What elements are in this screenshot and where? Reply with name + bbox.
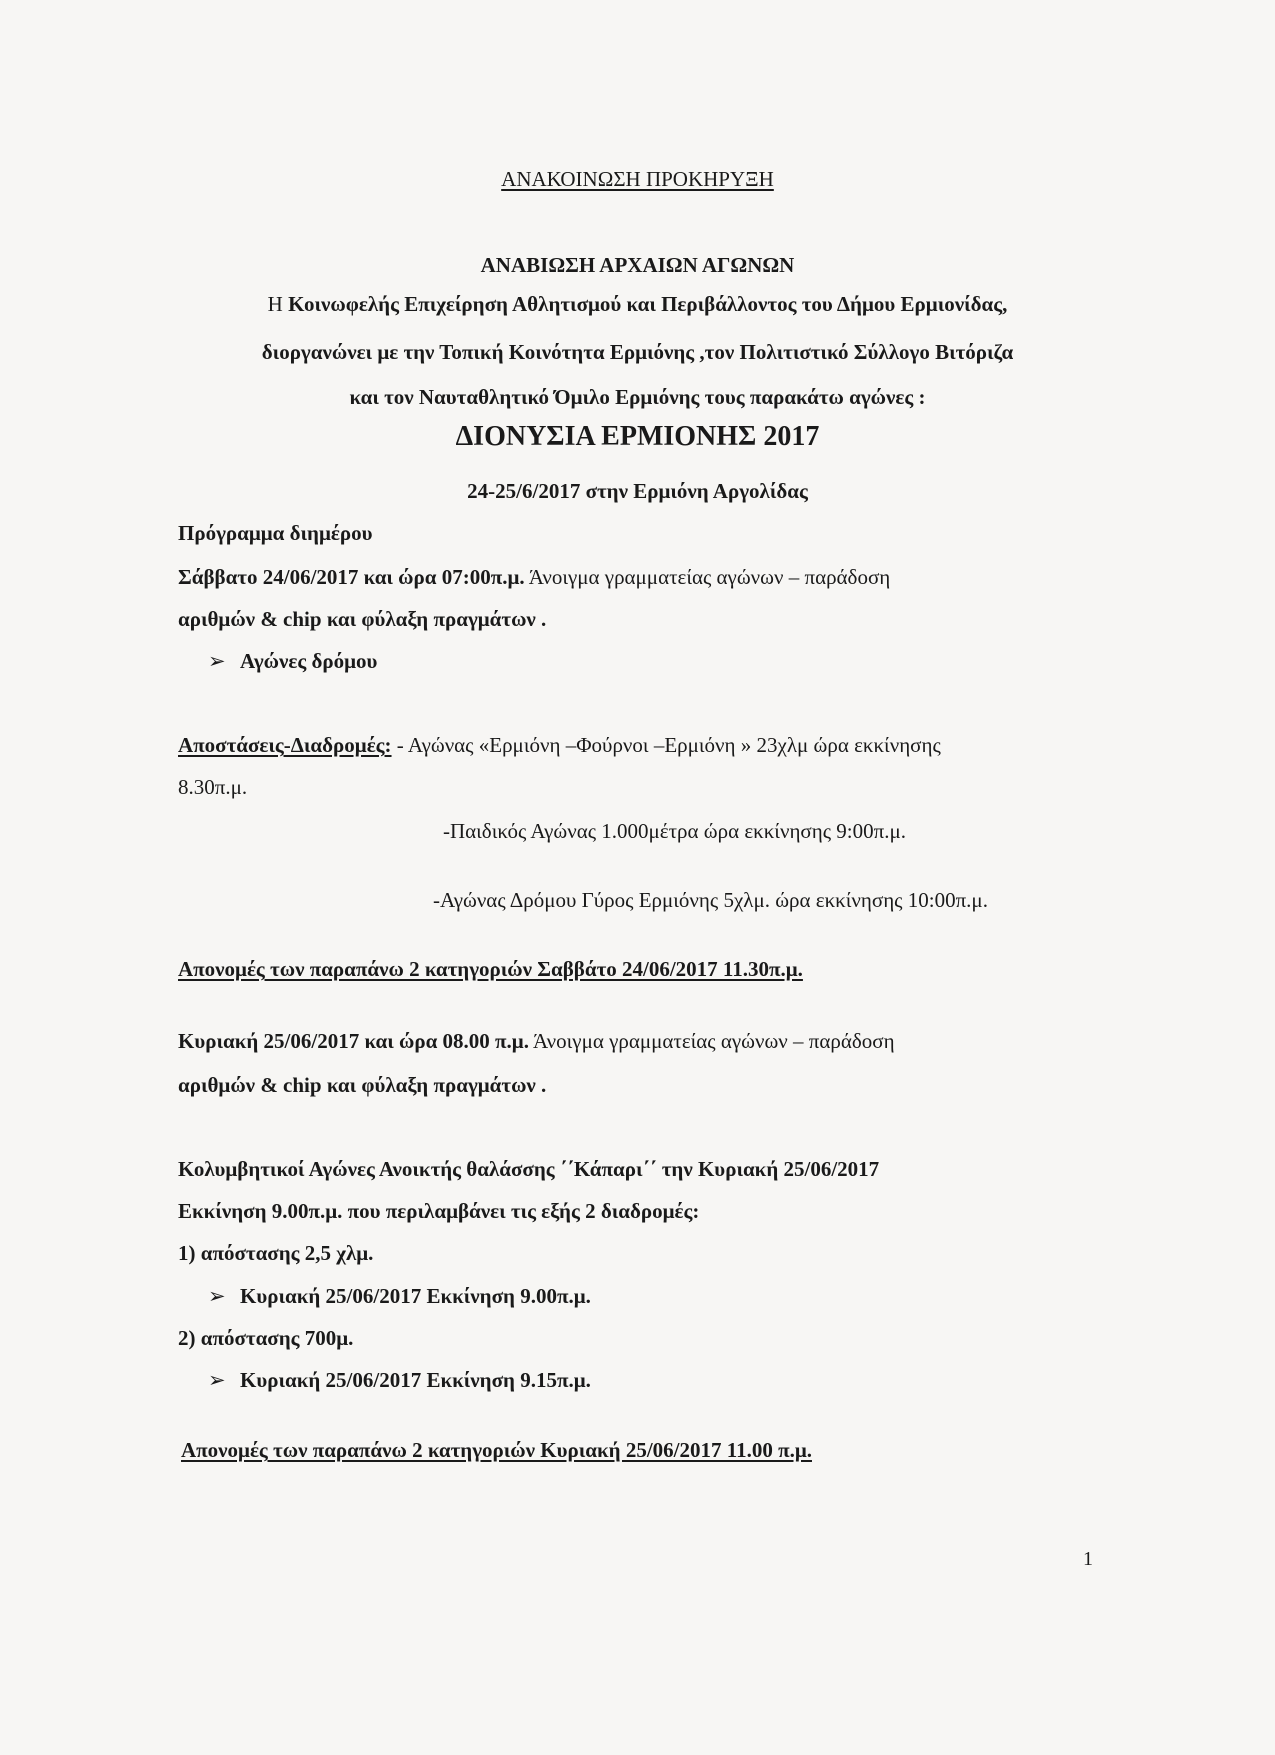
swim-distance-1: 1) απόστασης 2,5 χλμ. xyxy=(178,1241,374,1265)
race-1-line-2: 8.30π.μ. xyxy=(178,775,248,799)
intro-line-2: διοργανώνει με την Τοπική Κοινότητα Ερμιόνης ,τον Πολιτιστικό Σύλλογο Βιτόριζα xyxy=(261,340,1014,364)
event-title: ΔΙΟΝΥΣΙΑ ΕΡΜΙΟΝΗΣ 2017 xyxy=(455,421,820,452)
arrow-bullet-icon: ➢ xyxy=(208,1368,226,1392)
event-dates: 24-25/6/2017 στην Ερμιόνη Αργολίδας xyxy=(467,479,808,503)
swim-distance-1-start: ➢ Κυριακή 25/06/2017 Εκκίνηση 9.00π.μ. xyxy=(208,1284,591,1308)
arrow-bullet-icon: ➢ xyxy=(208,1284,226,1308)
awards-sunday: Απονομές των παραπάνω 2 κατηγοριών Κυριακή 25/06/2017 11.00 π.μ. xyxy=(181,1438,812,1462)
swim-distance-2: 2) απόστασης 700μ. xyxy=(178,1326,354,1350)
swim-distance-2-start: ➢ Κυριακή 25/06/2017 Εκκίνηση 9.15π.μ. xyxy=(208,1368,591,1392)
swim-line-2: Εκκίνηση 9.00π.μ. που περιλαμβάνει τις εξής 2 διαδρομές: xyxy=(178,1199,700,1223)
arrow-bullet-icon: ➢ xyxy=(208,649,226,673)
saturday-line-1: Σάββατο 24/06/2017 και ώρα 07:00π.μ. Άνοιγμα γραμματείας αγώνων – παράδοση xyxy=(178,565,891,589)
swim-line-1: Κολυμβητικοί Αγώνες Ανοικτής θαλάσσης ΄΄Κάπαρι΄΄ την Κυριακή 25/06/2017 xyxy=(178,1157,880,1181)
awards-saturday: Απονομές των παραπάνω 2 κατηγοριών Σαββάτο 24/06/2017 11.30π.μ. xyxy=(178,957,803,981)
revival-heading: ΑΝΑΒΙΩΣΗ ΑΡΧΑΙΩΝ ΑΓΩΝΩΝ xyxy=(480,253,795,277)
page-number: 1 xyxy=(1083,1548,1093,1570)
announcement-heading: ΑΝΑΚΟΙΝΩΣΗ ΠΡΟΚΗΡΥΞΗ xyxy=(501,167,774,191)
program-heading: Πρόγραμμα διημέρου xyxy=(178,521,373,545)
race-2: -Παιδικός Αγώνας 1.000μέτρα ώρα εκκίνησης 9:00π.μ. xyxy=(443,819,906,843)
road-races-bullet: ➢ Αγώνες δρόμου xyxy=(208,649,378,673)
intro-line-3: και τον Ναυταθλητικό Όμιλο Ερμιόνης τους παρακάτω αγώνες : xyxy=(349,385,926,409)
race-1-line-1: Αποστάσεις-Διαδρομές: - Αγώνας «Ερμιόνη –Φούρνοι –Ερμιόνη » 23χλμ ώρα εκκίνησης xyxy=(178,733,941,757)
intro-line-1: Η Κοινωφελής Επιχείρηση Αθλητισμού και Περιβάλλοντος του Δήμου Ερμιονίδας, xyxy=(267,292,1008,316)
race-3: -Αγώνας Δρόμου Γύρος Ερμιόνης 5χλμ. ώρα εκκίνησης 10:00π.μ. xyxy=(433,888,988,912)
saturday-line-2: αριθμών & chip και φύλαξη πραγμάτων . xyxy=(178,607,547,631)
sunday-line-1: Κυριακή 25/06/2017 και ώρα 08.00 π.μ. Άνοιγμα γραμματείας αγώνων – παράδοση xyxy=(178,1029,895,1053)
sunday-line-2: αριθμών & chip και φύλαξη πραγμάτων . xyxy=(178,1073,547,1097)
